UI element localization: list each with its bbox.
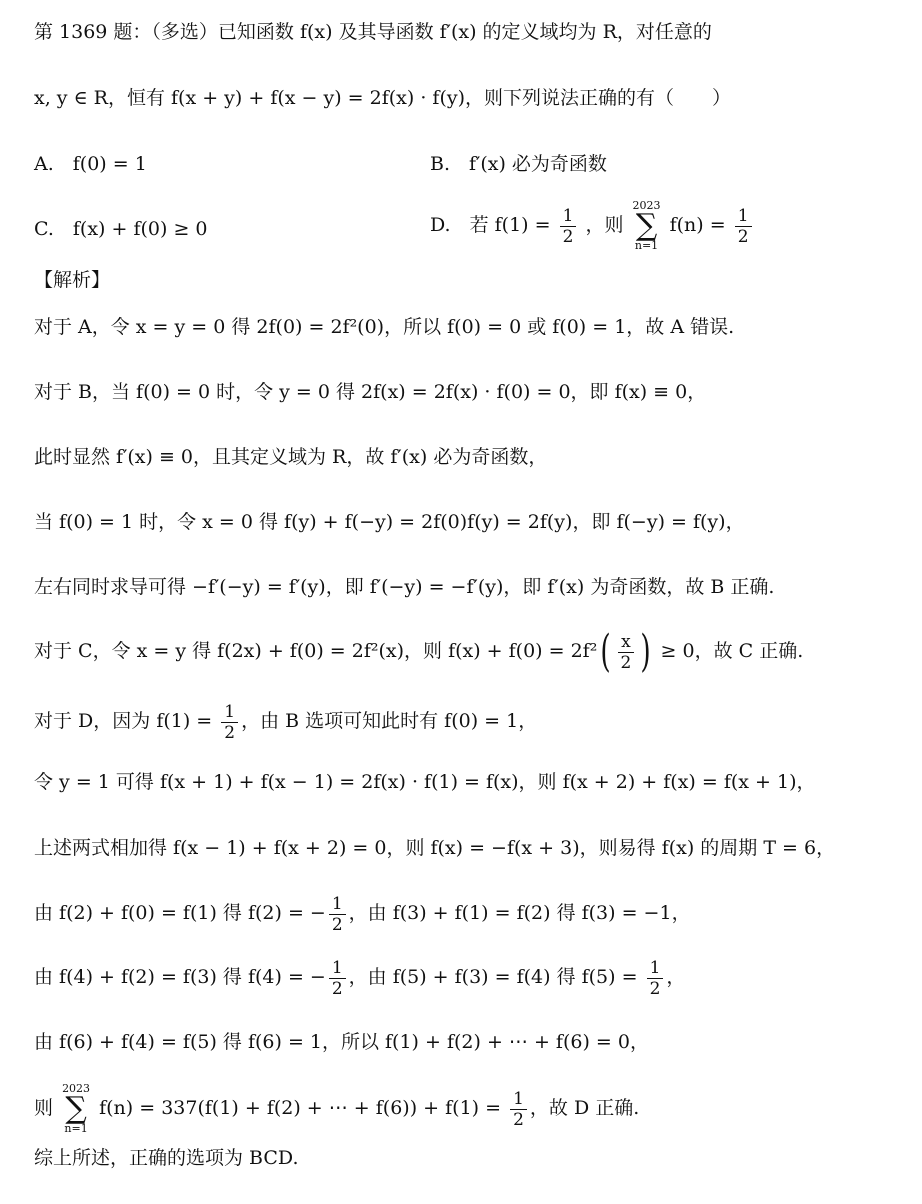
fraction-denominator: 2	[331, 914, 343, 935]
sigma-symbol: ∑	[65, 1091, 87, 1126]
fraction-numerator: 1	[510, 1089, 527, 1110]
fraction-numerator: 1	[221, 702, 238, 723]
fraction-numerator: 1	[647, 958, 664, 979]
option-d-mid: ，则	[585, 214, 624, 236]
analysis-line-12: 由 f(6) + f(4) = f(5) 得 f(6) = 1，所以 f(1) + f(2) + ⋯ + f(6) = 0，	[34, 1031, 649, 1053]
analysis-line-11	[34, 952, 685, 1002]
line-10-fraction	[329, 894, 346, 935]
right-paren: )	[640, 626, 652, 677]
fraction-numerator: x	[618, 632, 635, 653]
line-11-text-b: ，由 f(5) + f(3) = f(4) 得 f(5) =	[348, 966, 638, 988]
line-7-text-b: ，由 B 选项可知此时有 f(0) = 1，	[241, 710, 538, 732]
line-10-text-a: 由 f(2) + f(0) = f(1) 得 f(2) = −	[34, 902, 326, 924]
line-6-text-a: 对于 C，令 x = y 得 f(2x) + f(0) = 2f²(x)，则 f(x) + f(0) = 2f²	[34, 640, 598, 662]
analysis-line-8: 令 y = 1 可得 f(x + 1) + f(x − 1) = 2f(x) · f(1) = f(x)，则 f(x + 2) + f(x) = f(x + 1)，	[34, 771, 816, 793]
fraction-denominator: 2	[224, 722, 236, 743]
question-line-2: x, y ∈ R，恒有 f(x + y) + f(x − y) = 2f(x) · f(y)，则下列说法正确的有（ ）	[34, 87, 731, 109]
sum-lower-limit: n=1	[64, 1122, 88, 1135]
analysis-line-1: 对于 A，令 x = y = 0 得 2f(0) = 2f²(0)，所以 f(0) = 0 或 f(0) = 1，故 A 错误.	[34, 316, 735, 338]
line-7-text-a: 对于 D，因为 f(1) =	[34, 710, 213, 732]
line-6-fraction	[618, 632, 635, 673]
left-paren: (	[600, 626, 612, 677]
option-d-expression: f(n) =	[669, 214, 726, 236]
analysis-line-14: 综上所述，正确的选项为 BCD.	[34, 1147, 299, 1169]
fraction-denominator: 2	[513, 1109, 524, 1130]
option-d-fraction-two	[735, 206, 752, 247]
line-11-text-a: 由 f(4) + f(2) = f(3) 得 f(4) = −	[34, 966, 326, 988]
fraction-numerator: 1	[329, 958, 346, 979]
fraction-denominator: 2	[620, 652, 632, 673]
line-10-text-b: ，由 f(3) + f(1) = f(2) 得 f(3) = −1，	[348, 902, 691, 924]
line-13-text-b: f(n) = 337(f(1) + f(2) + ⋯ + f(6)) + f(1) =	[99, 1097, 502, 1119]
analysis-line-9: 上述两式相加得 f(x − 1) + f(x + 2) = 0，则 f(x) = −f(x + 3)，则易得 f(x) 的周期 T = 6，	[34, 837, 836, 859]
line-13-summation	[62, 1083, 90, 1135]
fraction-denominator: 2	[331, 978, 343, 999]
question-line-1: 第 1369 题：（多选）已知函数 f(x) 及其导函数 f′(x) 的定义域均为 R，对任意的	[34, 21, 712, 43]
sum-upper-limit: 2023	[62, 1082, 91, 1095]
line-6-text-b: ≥ 0，故 C 正确.	[660, 640, 804, 662]
line-7-fraction	[221, 702, 238, 743]
option-b: B. f′(x) 必为奇函数	[430, 153, 607, 175]
analysis-line-6	[34, 626, 803, 676]
line-13-fraction	[510, 1089, 527, 1130]
option-a: A. f(0) = 1	[34, 153, 147, 175]
option-d	[430, 200, 755, 252]
sigma-symbol: ∑	[635, 208, 658, 243]
option-d-summation	[633, 200, 661, 252]
line-11-text-c: ，	[666, 966, 686, 988]
line-13-text-a: 则	[34, 1097, 54, 1119]
fraction-numerator: 1	[560, 206, 577, 227]
analysis-line-2: 对于 B，当 f(0) = 0 时，令 y = 0 得 2f(x) = 2f(x) · f(0) = 0，即 f(x) ≡ 0，	[34, 381, 707, 403]
sum-lower-limit: n=1	[634, 239, 659, 252]
fraction-denominator: 2	[737, 226, 749, 247]
line-13-text-c: ，故 D 正确.	[529, 1097, 640, 1119]
fraction-numerator: 1	[329, 894, 346, 915]
analysis-line-5: 左右同时求导可得 −f′(−y) = f′(y)，即 f′(−y) = −f′(y)，即 f′(x) 为奇函数，故 B 正确.	[34, 576, 775, 598]
analysis-line-4: 当 f(0) = 1 时，令 x = 0 得 f(y) + f(−y) = 2f(0)f(y) = 2f(y)，即 f(−y) = f(y)，	[34, 511, 745, 533]
analysis-line-13	[34, 1078, 639, 1138]
analysis-line-3: 此时显然 f′(x) ≡ 0，且其定义域为 R，故 f′(x) 必为奇函数，	[34, 446, 548, 468]
sum-upper-limit: 2023	[632, 199, 661, 212]
line-11-fraction-b	[647, 958, 664, 999]
analysis-line-7	[34, 696, 537, 746]
analysis-line-10	[34, 888, 691, 938]
option-d-fraction-one	[560, 206, 577, 247]
option-d-prefix: D. 若 f(1) =	[430, 214, 551, 236]
option-c: C. f(x) + f(0) ≥ 0	[34, 218, 208, 240]
fraction-numerator: 1	[735, 206, 752, 227]
line-11-fraction-a	[329, 958, 346, 999]
analysis-header: 【解析】	[34, 269, 111, 291]
fraction-denominator: 2	[562, 226, 574, 247]
fraction-denominator: 2	[649, 978, 661, 999]
